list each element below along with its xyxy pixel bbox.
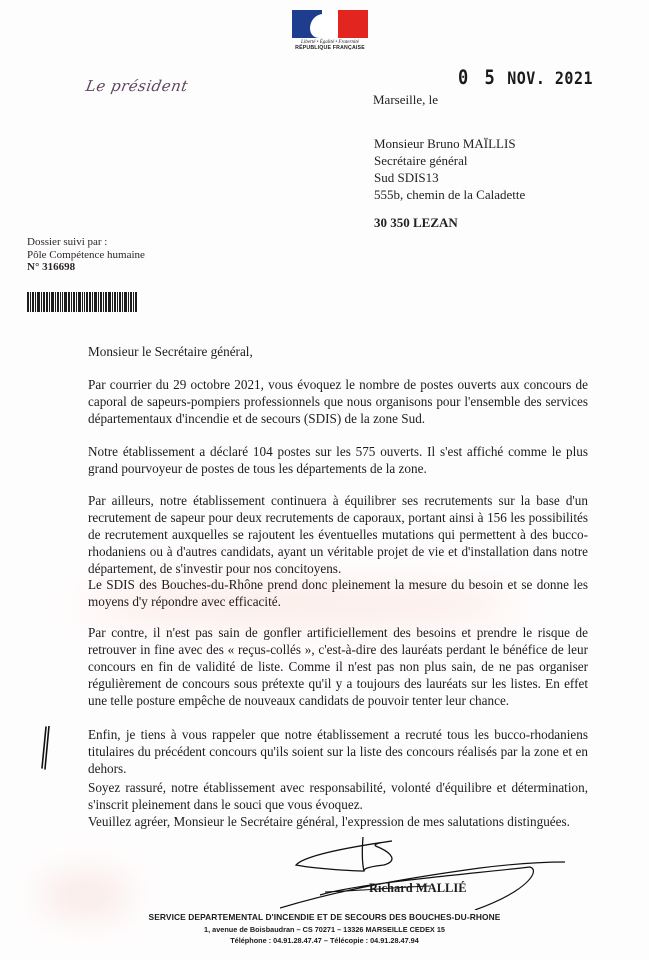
letter-paragraph-6: Enfin, je tiens à vous rappeler que notre établissement a recruté tous les bucco-rhodaniens titulaires du précédent concours qu'ils soient sur la liste des concours réalisés par la zone et en dehors. <box>88 727 588 776</box>
republic-motto: Liberté • Égalité • Fraternité <box>301 40 359 45</box>
letter-salutation: Monsieur le Secrétaire général, <box>88 344 253 359</box>
sender-title: Le président <box>84 77 190 95</box>
handwritten-margin-mark-icon <box>40 726 50 770</box>
date-stamp-month-year: NOV. 2021 <box>507 67 594 89</box>
republic-name: RÉPUBLIQUE FRANÇAISE <box>295 45 365 51</box>
footer-organization: SERVICE DEPARTEMENTAL D'INCENDIE ET DE SECOURS DES BOUCHES-DU-RHONE <box>148 912 501 922</box>
place-line: Marseille, le <box>373 92 438 107</box>
letter-paragraph-2: Notre établissement a déclaré 104 postes sur les 575 ouverts. Il s'est affiché comme le plus grand pourvoyeur de postes de tous les départements de la zone. <box>88 444 588 476</box>
recipient-organization: Sud SDIS13 <box>374 170 439 185</box>
dossier-label: Dossier suivi par : <box>27 236 108 248</box>
letter-paragraph-4: Le SDIS des Bouches-du-Rhône prend donc pleinement la mesure du besoin et se donne les moyens d'y répondre avec efficacité. <box>88 577 588 609</box>
signer-name: Richard MALLIÉ <box>369 881 467 895</box>
barcode <box>27 292 155 312</box>
republique-francaise-logo <box>292 10 368 51</box>
letter-paragraph-5: Par contre, il n'est pas sain de gonfler artificiellement des besoins et prendre le risque de retrouver in fine avec des « reçus-collés », c'est-à-dire des lauréats perdant le bénéfice de leur concours en fin de validité de liste. Comme il n'est pas non plus sain, de ne pas organiser régulièrement de concours sous prétexte qu'il y a toujours des lauréats sur les listes. En effet une telle posture empêche de nouveaux candidats de pouvoir tenter leur chance. <box>88 625 588 708</box>
letter-paragraph-1: Par courrier du 29 octobre 2021, vous évoquez le nombre de postes ouverts aux concours de caporal de sapeurs-pompiers professionnels que nous organisons pour l'ensemble des services départementaux d'incendie et de secours (SDIS) de la zone Sud. <box>88 377 588 426</box>
recipient-name: Monsieur Bruno MAÏLLIS <box>374 136 516 151</box>
dossier-service: Pôle Compétence humaine <box>27 248 145 261</box>
handwritten-signature-icon <box>280 835 580 910</box>
date-stamp-day: 0 5 <box>458 66 498 90</box>
letter-paragraph-3: Par ailleurs, notre établissement continuera à équilibrer ses recrutements sur la base d'un recrutement de sapeur pour deux recrutements de caporaux, portant ainsi à 156 les possibilités de recrutement auxquelles se rajoutent les éventuelles mutations qui permettent à des bucco-rhodaniens ou à d'autres candidats, ayant un véritable projet de vie et d'installation dans notre département, de s'investir pour nos concitoyens. <box>88 493 588 576</box>
dossier-reference <box>27 236 145 274</box>
letter-closing: Veuillez agréer, Monsieur le Secrétaire général, l'expression de mes salutations distinguées. <box>88 814 570 829</box>
paper-stain <box>40 875 130 915</box>
footer-phone-fax: Téléphone : 04.91.28.47.47 – Télécopie : 04.91.28.47.94 <box>230 936 419 945</box>
recipient-street: 555b, chemin de la Caladette <box>374 187 526 202</box>
date-stamp <box>458 67 593 90</box>
recipient-title: Secrétaire général <box>374 153 468 168</box>
dossier-number: N° 316698 <box>27 261 76 273</box>
footer-address: 1, avenue de Boisbaudran – CS 70271 – 13326 MARSEILLE CEDEX 15 <box>204 925 445 934</box>
recipient-city: 30 350 LEZAN <box>374 215 458 230</box>
letter-paragraph-7: Soyez rassuré, notre établissement avec responsabilité, volonté d'équilibre et détermination, s'inscrit pleinement dans le souci que vous évoquez. <box>88 780 588 812</box>
marianne-flag-icon <box>292 10 368 38</box>
recipient-address <box>374 135 525 231</box>
